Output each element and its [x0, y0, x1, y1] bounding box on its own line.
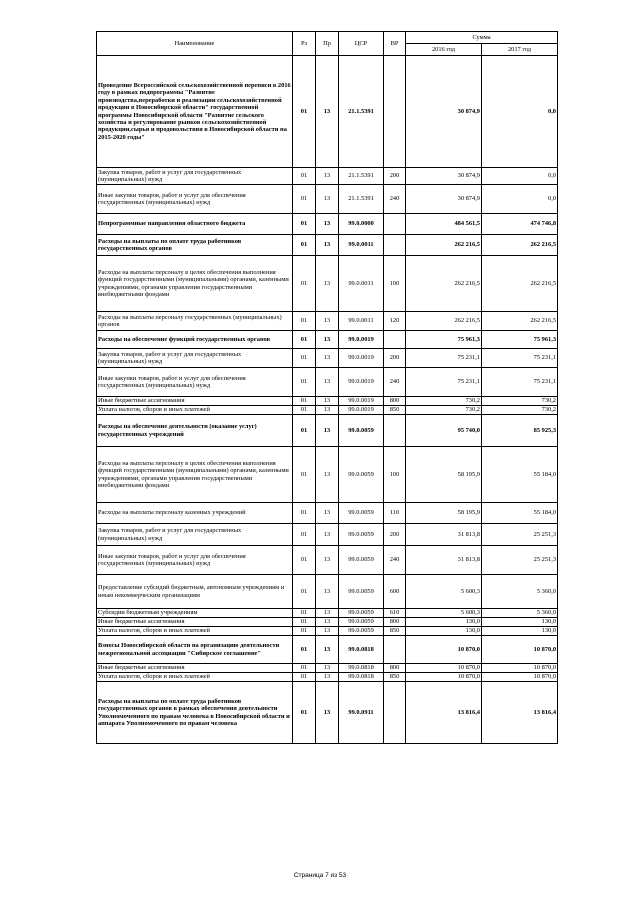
- row-rz: 01: [293, 168, 316, 185]
- header-2016: 2016 год: [406, 44, 482, 56]
- row-sum-2016: 730,2: [406, 406, 482, 415]
- row-pr: 13: [316, 682, 339, 744]
- row-pr: 13: [316, 673, 339, 682]
- header-vr: ВР: [384, 32, 406, 56]
- row-name: Иные бюджетные ассигнования: [97, 397, 293, 406]
- row-sum-2016: 130,0: [406, 618, 482, 627]
- row-pr: 13: [316, 609, 339, 618]
- row-csr: 99.0.0011: [339, 312, 384, 331]
- table-row: [97, 447, 558, 503]
- row-sum-2017: 474 746,8: [482, 214, 558, 235]
- table-row: [97, 609, 558, 618]
- table-row: [97, 415, 558, 447]
- row-vr: 240: [384, 368, 406, 397]
- row-rz: 01: [293, 349, 316, 368]
- row-vr: 120: [384, 312, 406, 331]
- row-csr: 99.0.0818: [339, 673, 384, 682]
- row-vr: 800: [384, 618, 406, 627]
- row-name: Закупка товаров, работ и услуг для государственных (муниципальных) нужд: [97, 349, 293, 368]
- table-row: [97, 397, 558, 406]
- table-row: [97, 256, 558, 312]
- row-vr: 200: [384, 349, 406, 368]
- row-name: Расходы на выплаты персоналу казенных учреждений: [97, 503, 293, 524]
- row-sum-2016: 10 870,0: [406, 673, 482, 682]
- row-name: Иные бюджетные ассигнования: [97, 618, 293, 627]
- row-sum-2016: 262 216,5: [406, 235, 482, 256]
- header-csr: ЦСР: [339, 32, 384, 56]
- row-csr: 99.0.0011: [339, 256, 384, 312]
- table-row: [97, 214, 558, 235]
- row-name: Расходы на обеспечение деятельности (оказание услуг) государственных учреждений: [97, 415, 293, 447]
- row-csr: 99.0.0019: [339, 368, 384, 397]
- row-sum-2017: 262 216,5: [482, 256, 558, 312]
- row-name: Иные бюджетные ассигнования: [97, 664, 293, 673]
- row-pr: 13: [316, 546, 339, 575]
- row-name: Уплата налогов, сборов и иных платежей: [97, 406, 293, 415]
- row-sum-2016: 75 961,3: [406, 331, 482, 349]
- row-sum-2016: 58 195,9: [406, 447, 482, 503]
- row-sum-2017: 75 231,1: [482, 349, 558, 368]
- row-csr: 99.0.0019: [339, 397, 384, 406]
- row-csr: 99.0.0059: [339, 524, 384, 546]
- row-vr: [384, 636, 406, 664]
- row-vr: 610: [384, 609, 406, 618]
- row-sum-2016: 95 740,0: [406, 415, 482, 447]
- row-vr: [384, 214, 406, 235]
- row-pr: 13: [316, 349, 339, 368]
- row-rz: 01: [293, 664, 316, 673]
- row-sum-2016: 262 216,5: [406, 256, 482, 312]
- row-rz: 01: [293, 618, 316, 627]
- row-pr: 13: [316, 368, 339, 397]
- table-row: [97, 524, 558, 546]
- row-sum-2016: 262 216,5: [406, 312, 482, 331]
- row-csr: 21.1.5391: [339, 168, 384, 185]
- row-rz: 01: [293, 331, 316, 349]
- row-csr: 99.0.0059: [339, 627, 384, 636]
- row-sum-2017: 0,0: [482, 185, 558, 214]
- row-vr: 800: [384, 664, 406, 673]
- row-sum-2017: 25 251,3: [482, 546, 558, 575]
- row-sum-2017: 13 816,4: [482, 682, 558, 744]
- table-body: [97, 56, 558, 744]
- row-name: Иные закупки товаров, работ и услуг для обеспечения государственных (муниципальных) нужд: [97, 185, 293, 214]
- row-sum-2016: 31 813,8: [406, 546, 482, 575]
- row-sum-2017: 262 216,5: [482, 235, 558, 256]
- row-name: Предоставление субсидий бюджетным, автономным учреждениям и иным некоммерческим организациям: [97, 575, 293, 609]
- row-name: Закупка товаров, работ и услуг для государственных (муниципальных) нужд: [97, 168, 293, 185]
- row-pr: 13: [316, 636, 339, 664]
- row-pr: 13: [316, 56, 339, 168]
- row-sum-2017: 75 231,1: [482, 368, 558, 397]
- row-sum-2017: 10 870,0: [482, 664, 558, 673]
- row-vr: 850: [384, 406, 406, 415]
- row-rz: 01: [293, 524, 316, 546]
- row-rz: 01: [293, 682, 316, 744]
- table-row: [97, 546, 558, 575]
- table-row: [97, 56, 558, 168]
- row-sum-2017: 730,2: [482, 397, 558, 406]
- row-sum-2016: 75 231,1: [406, 368, 482, 397]
- row-pr: 13: [316, 397, 339, 406]
- table-row: [97, 575, 558, 609]
- row-sum-2017: 0,0: [482, 56, 558, 168]
- row-pr: 13: [316, 185, 339, 214]
- table-row: [97, 682, 558, 744]
- row-name: Иные закупки товаров, работ и услуг для обеспечения государственных (муниципальных) нужд: [97, 368, 293, 397]
- row-rz: 01: [293, 185, 316, 214]
- row-csr: 99.0.0818: [339, 664, 384, 673]
- row-sum-2016: 30 874,9: [406, 168, 482, 185]
- row-rz: 01: [293, 609, 316, 618]
- row-rz: 01: [293, 415, 316, 447]
- row-pr: 13: [316, 415, 339, 447]
- header-2017: 2017 год: [482, 44, 558, 56]
- budget-table: [96, 31, 558, 744]
- row-sum-2017: 10 870,0: [482, 636, 558, 664]
- row-rz: 01: [293, 312, 316, 331]
- row-vr: 800: [384, 397, 406, 406]
- row-csr: 21.1.5391: [339, 56, 384, 168]
- table-row: [97, 627, 558, 636]
- table-row: [97, 185, 558, 214]
- row-sum-2016: 58 195,9: [406, 503, 482, 524]
- row-rz: 01: [293, 235, 316, 256]
- row-sum-2017: 75 961,3: [482, 331, 558, 349]
- row-sum-2017: 0,0: [482, 168, 558, 185]
- table-row: [97, 312, 558, 331]
- row-rz: 01: [293, 636, 316, 664]
- header-pr: Пр: [316, 32, 339, 56]
- row-name: Взносы Новосибирской области на организацию деятельности межрегиональной ассоциации "Сибирское соглашение": [97, 636, 293, 664]
- row-name: Уплата налогов, сборов и иных платежей: [97, 627, 293, 636]
- page-number: Страница 7 из 53: [293, 872, 347, 879]
- row-vr: 100: [384, 447, 406, 503]
- row-csr: 99.0.0059: [339, 575, 384, 609]
- row-name: Расходы на выплаты персоналу в целях обеспечения выполнения функций государственными (муниципальными) органами, казенными учреждениями, органами управления государственными внебюджетными фондами: [97, 447, 293, 503]
- table-row: [97, 368, 558, 397]
- row-sum-2016: 31 813,8: [406, 524, 482, 546]
- row-csr: 99.0.0818: [339, 636, 384, 664]
- row-csr: 99.0.0059: [339, 546, 384, 575]
- row-sum-2017: 262 216,5: [482, 312, 558, 331]
- row-sum-2017: 730,2: [482, 406, 558, 415]
- row-vr: 200: [384, 524, 406, 546]
- table-row: [97, 331, 558, 349]
- row-name: Расходы на выплаты по оплате труда работников государственных органов в рамках обеспечения деятельности Уполномоченного по правам человека в Новосибирской области и аппарата Уполномоченного по правам человека: [97, 682, 293, 744]
- row-pr: 13: [316, 312, 339, 331]
- table-row: [97, 618, 558, 627]
- row-pr: 13: [316, 235, 339, 256]
- row-rz: 01: [293, 406, 316, 415]
- row-csr: 99.0.0011: [339, 235, 384, 256]
- row-csr: 99.0.0019: [339, 349, 384, 368]
- row-rz: 01: [293, 673, 316, 682]
- row-sum-2017: 85 925,3: [482, 415, 558, 447]
- row-rz: 01: [293, 214, 316, 235]
- row-vr: 110: [384, 503, 406, 524]
- table-row: [97, 235, 558, 256]
- row-sum-2016: 13 816,4: [406, 682, 482, 744]
- row-pr: 13: [316, 664, 339, 673]
- row-pr: 13: [316, 214, 339, 235]
- row-rz: 01: [293, 397, 316, 406]
- row-name: Иные закупки товаров, работ и услуг для обеспечения государственных (муниципальных) нужд: [97, 546, 293, 575]
- row-sum-2016: 484 561,5: [406, 214, 482, 235]
- row-sum-2016: 5 600,3: [406, 609, 482, 618]
- row-pr: 13: [316, 331, 339, 349]
- row-name: Расходы на выплаты персоналу в целях обеспечения выполнения функций государственными (муниципальными) органами, казенными учреждениями, органами управления государственными внебюджетными фондами: [97, 256, 293, 312]
- row-vr: [384, 415, 406, 447]
- row-sum-2017: 130,0: [482, 627, 558, 636]
- row-sum-2016: 5 600,3: [406, 575, 482, 609]
- row-pr: 13: [316, 575, 339, 609]
- header-rz: Рз: [293, 32, 316, 56]
- row-sum-2017: 5 360,0: [482, 609, 558, 618]
- row-pr: 13: [316, 256, 339, 312]
- row-sum-2016: 30 874,9: [406, 185, 482, 214]
- row-vr: 850: [384, 673, 406, 682]
- row-pr: 13: [316, 168, 339, 185]
- row-rz: 01: [293, 447, 316, 503]
- table-row: [97, 673, 558, 682]
- row-name: Субсидии бюджетным учреждениям: [97, 609, 293, 618]
- row-name: Расходы на выплаты персоналу государственных (муниципальных) органов: [97, 312, 293, 331]
- row-vr: 600: [384, 575, 406, 609]
- row-csr: 99.0.0059: [339, 609, 384, 618]
- row-name: Уплата налогов, сборов и иных платежей: [97, 673, 293, 682]
- row-sum-2016: 30 874,9: [406, 56, 482, 168]
- row-pr: 13: [316, 627, 339, 636]
- row-vr: [384, 331, 406, 349]
- row-vr: 100: [384, 256, 406, 312]
- row-sum-2016: 75 231,1: [406, 349, 482, 368]
- row-vr: [384, 682, 406, 744]
- row-sum-2017: 130,0: [482, 618, 558, 627]
- row-name: Проведение Всероссийской сельскохозяйственной переписи в 2016 году в рамках подпрограммы "Развитие производства,переработки и реализации сельскохозяйственной продукции в Новосибирской области" государственной программы Новосибирской области "Развитие сельского хозяйства и регулирование рынков сельскохозяйственной продукции,сырья и продовольствия в Новосибирской области на 2015-2020 годы": [97, 56, 293, 168]
- row-pr: 13: [316, 618, 339, 627]
- row-sum-2017: 5 360,0: [482, 575, 558, 609]
- row-rz: 01: [293, 256, 316, 312]
- row-sum-2016: 730,2: [406, 397, 482, 406]
- row-rz: 01: [293, 575, 316, 609]
- row-sum-2016: 10 870,0: [406, 664, 482, 673]
- row-name: Расходы на обеспечение функций государственных органов: [97, 331, 293, 349]
- row-name: Закупка товаров, работ и услуг для государственных (муниципальных) нужд: [97, 524, 293, 546]
- row-pr: 13: [316, 406, 339, 415]
- row-sum-2016: 10 870,0: [406, 636, 482, 664]
- row-pr: 13: [316, 503, 339, 524]
- header-name: Наименование: [97, 32, 293, 56]
- row-name: Непрограммные направления областного бюджета: [97, 214, 293, 235]
- row-rz: 01: [293, 56, 316, 168]
- table-row: [97, 664, 558, 673]
- row-csr: 99.0.0059: [339, 415, 384, 447]
- row-vr: 240: [384, 185, 406, 214]
- row-vr: 850: [384, 627, 406, 636]
- row-sum-2017: 25 251,3: [482, 524, 558, 546]
- row-pr: 13: [316, 524, 339, 546]
- row-csr: 99.0.0019: [339, 331, 384, 349]
- row-vr: 240: [384, 546, 406, 575]
- table-row: [97, 349, 558, 368]
- table-row: [97, 503, 558, 524]
- row-rz: 01: [293, 546, 316, 575]
- header-sum: Сумма: [406, 32, 558, 44]
- row-sum-2017: 10 870,0: [482, 673, 558, 682]
- row-csr: 99.0.0059: [339, 503, 384, 524]
- row-sum-2017: 55 184,0: [482, 503, 558, 524]
- row-vr: [384, 235, 406, 256]
- row-rz: 01: [293, 368, 316, 397]
- row-sum-2016: 130,0: [406, 627, 482, 636]
- row-rz: 01: [293, 627, 316, 636]
- row-csr: 99.0.0019: [339, 406, 384, 415]
- row-vr: 200: [384, 168, 406, 185]
- table-row: [97, 168, 558, 185]
- row-csr: 99.0.0059: [339, 618, 384, 627]
- row-csr: 21.1.5391: [339, 185, 384, 214]
- row-vr: [384, 56, 406, 168]
- row-csr: 99.0.0911: [339, 682, 384, 744]
- table-row: [97, 636, 558, 664]
- row-name: Расходы на выплаты по оплате труда работников государственных органов: [97, 235, 293, 256]
- row-pr: 13: [316, 447, 339, 503]
- row-sum-2017: 55 184,0: [482, 447, 558, 503]
- row-csr: 99.0.0059: [339, 447, 384, 503]
- table-row: [97, 406, 558, 415]
- row-rz: 01: [293, 503, 316, 524]
- row-csr: 99.0.0000: [339, 214, 384, 235]
